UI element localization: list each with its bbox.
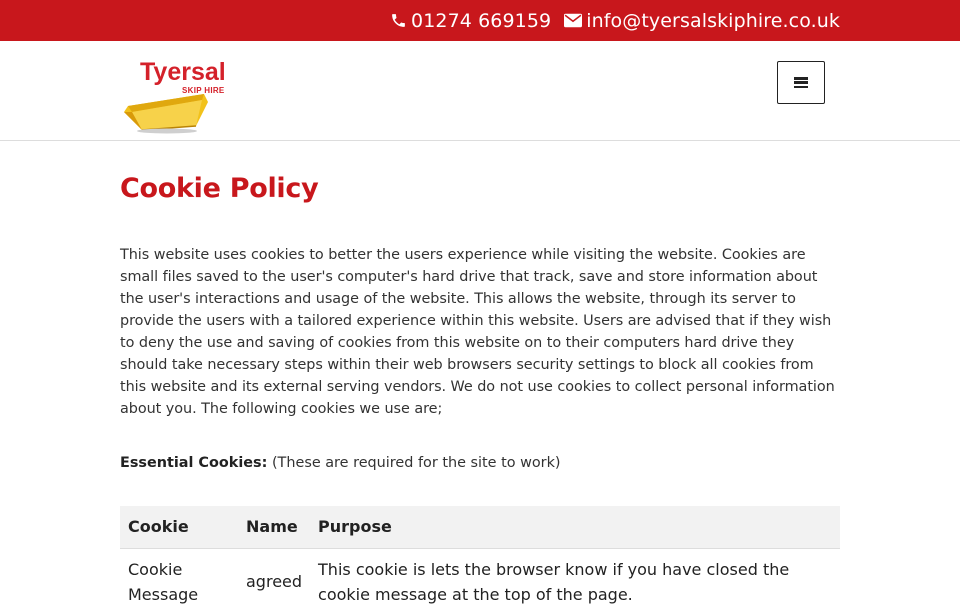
page-title: Cookie Policy (120, 173, 319, 204)
table-row (120, 548, 840, 615)
intro-paragraph: This website uses cookies to better the users experience while visiting the website. Cookies are small files saved to the user's computer's hard drive that track, save and store information about the user's interactions and usage of the website. This allows the website, through its server to provide the users with a tailored experience within this website. Users are advised that if they wish to deny the use and saving of cookies from this website on to their computers hard drive they should take necessary steps within their web browsers security settings to block all cookies from this website and its external serving vendors. We do not use cookies to collect personal information about you. The following cookies we use are; (120, 247, 835, 417)
phone-icon (389, 12, 407, 30)
envelope-icon (564, 12, 582, 30)
site-logo[interactable] (122, 60, 232, 136)
cell-cookie: Cookie Message (128, 559, 199, 604)
cell-purpose: This cookie is lets the browser know if you have closed the cookie message at the top of the page. (318, 559, 790, 604)
column-header-name: Name (238, 506, 310, 548)
logo-title: Tyersal (140, 58, 226, 86)
main-content (120, 142, 840, 615)
phone-link[interactable] (389, 10, 551, 32)
cookie-table (120, 506, 840, 615)
skip-icon (122, 88, 212, 134)
table-header-row (120, 506, 840, 548)
phone-number: 01274 669159 (411, 9, 552, 32)
site-header (0, 41, 960, 141)
menu-toggle-button[interactable] (777, 61, 825, 104)
essential-cookies-heading (120, 452, 840, 474)
hamburger-icon (794, 77, 808, 88)
essential-label: Essential Cookies: (120, 455, 268, 471)
cell-name: agreed (246, 572, 303, 591)
email-link[interactable] (564, 10, 840, 32)
logo-subtitle: SKIP HIRE (182, 86, 225, 95)
contact-bar (0, 0, 960, 41)
contact-links (389, 0, 840, 41)
essential-note: (These are required for the site to work) (271, 455, 561, 471)
email-address: info@tyersalskiphire.co.uk (586, 9, 840, 32)
column-header-purpose: Purpose (310, 506, 840, 548)
column-header-cookie: Cookie (120, 506, 238, 548)
